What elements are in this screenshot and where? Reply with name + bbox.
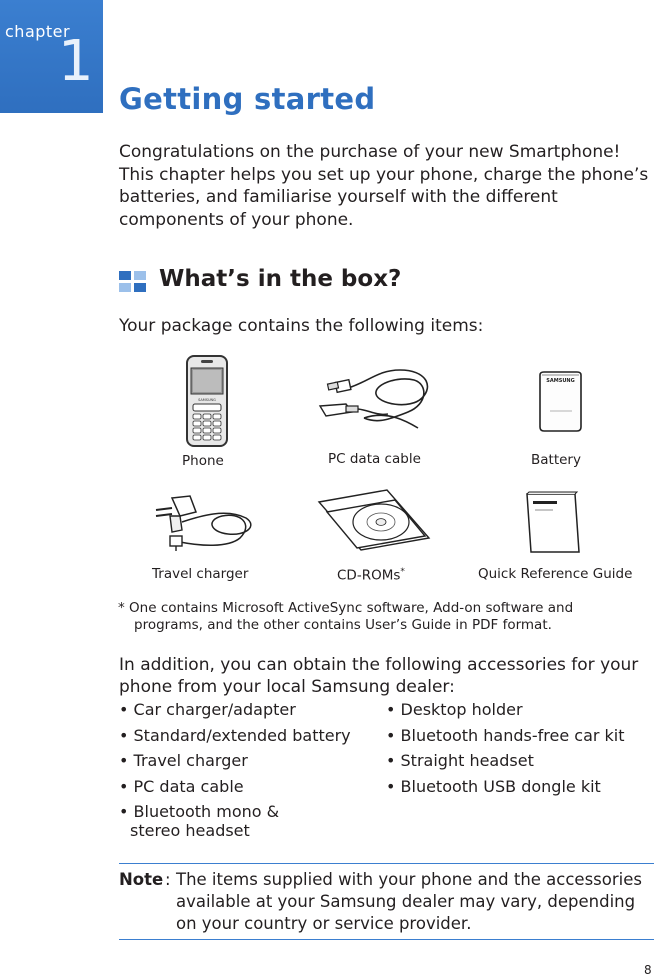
list-item: • Travel charger xyxy=(119,751,248,771)
accessories-list-left xyxy=(119,697,379,840)
item-label-travel-charger: Travel charger xyxy=(152,566,249,582)
note-label: Note xyxy=(119,870,164,889)
accessories-intro: In addition, you can obtain the following accessories for your phone from your local Samsung dealer: xyxy=(119,655,639,697)
list-item: • Straight headset xyxy=(386,751,534,771)
note-text: The items supplied with your phone and the accessories available at your Samsung dealer may vary, depending on your country or service provider. xyxy=(176,870,642,933)
note-bottom-rule xyxy=(119,939,654,940)
footnote-line-1: * One contains Microsoft ActiveSync software, Add-on software and xyxy=(118,600,574,616)
item-label-battery: Battery xyxy=(531,452,581,468)
chapter-tab xyxy=(0,0,103,113)
charger-icon xyxy=(150,494,256,552)
intro-paragraph: Congratulations on the purchase of your new Smartphone! This chapter helps you set up your phone, charge the phone’s batteries, and familiarise yourself with the different components of your phone. xyxy=(119,142,649,230)
footnote-line-2: programs, and the other contains User’s Guide in PDF format. xyxy=(134,617,552,633)
accessories-list-right xyxy=(386,697,654,799)
note-top-rule xyxy=(119,863,654,864)
page-number: 8 xyxy=(644,963,652,977)
chapter-number: 1 xyxy=(58,29,94,94)
item-label-cd-roms: CD-ROMs* xyxy=(337,567,405,584)
note-colon: : xyxy=(165,870,171,889)
list-item: • Desktop holder xyxy=(386,700,523,719)
phone-icon xyxy=(185,354,229,448)
list-item: • Bluetooth USB dongle kit xyxy=(386,776,601,796)
item-label-quick-reference-guide: Quick Reference Guide xyxy=(478,566,633,582)
page-title: Getting started xyxy=(119,82,376,116)
package-lead: Your package contains the following items: xyxy=(119,316,484,336)
cable-icon xyxy=(318,364,434,434)
list-item: • PC data cable xyxy=(119,776,244,796)
section-heading: What’s in the box? xyxy=(159,266,402,292)
item-label-pc-data-cable: PC data cable xyxy=(328,451,421,467)
list-item: • Standard/extended battery xyxy=(119,725,351,745)
svg-text:SAMSUNG: SAMSUNG xyxy=(546,378,575,384)
item-label-phone: Phone xyxy=(182,453,224,469)
footnote xyxy=(118,600,618,634)
list-item: • Car charger/adapter xyxy=(119,700,296,719)
section-squares-icon xyxy=(119,271,147,293)
list-item: • Bluetooth hands-free car kit xyxy=(386,725,625,745)
chapter-label: chapter xyxy=(5,22,71,41)
booklet-icon xyxy=(523,490,583,556)
battery-icon xyxy=(536,371,585,433)
list-item: • Bluetooth mono & stereo headset xyxy=(119,802,280,841)
cd-icon xyxy=(317,488,432,552)
svg-text:SAMSUNG: SAMSUNG xyxy=(198,398,216,402)
